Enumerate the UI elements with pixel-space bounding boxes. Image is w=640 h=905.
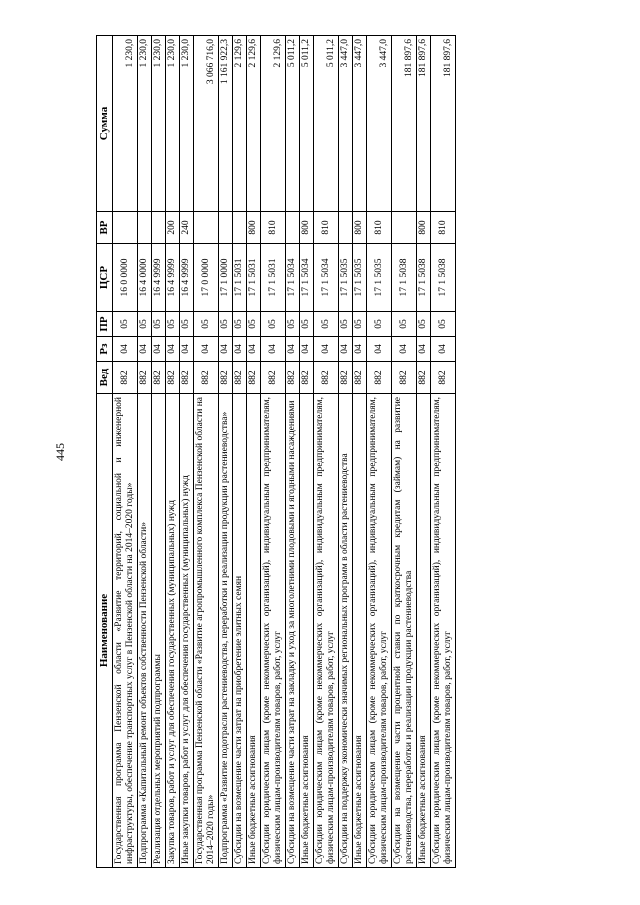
col-header-name: Наименование [97, 394, 113, 868]
table-row [314, 36, 339, 868]
cell-pr: 05 [194, 312, 219, 337]
table-row [113, 36, 138, 868]
cell-name: Подпрограмма «Капитальный ремонт объектов собственности Пензенской области» [138, 394, 152, 868]
cell-sum: 1 230,0 [138, 36, 152, 212]
cell-csr: 17 1 5034 [300, 244, 314, 312]
table-row [261, 36, 286, 868]
cell-name: Субсидии на возмещение части затрат на приобретение элитных семян [233, 394, 247, 868]
table-header-row [97, 36, 113, 868]
cell-sum: 3 066 716,0 [194, 36, 219, 212]
cell-sum: 3 447,0 [339, 36, 353, 212]
cell-rz: 04 [286, 337, 300, 362]
cell-rz: 04 [314, 337, 339, 362]
table-row [219, 36, 233, 868]
cell-rz: 04 [166, 337, 180, 362]
rotated-table-container [96, 36, 548, 868]
col-header-pr: ПР [97, 312, 113, 337]
table-row [286, 36, 300, 868]
cell-pr: 05 [247, 312, 261, 337]
cell-rz: 04 [431, 337, 456, 362]
cell-pr: 05 [166, 312, 180, 337]
cell-sum: 1 161 922,3 [219, 36, 233, 212]
cell-vr [392, 212, 417, 244]
cell-pr: 05 [417, 312, 431, 337]
cell-vr: 200 [166, 212, 180, 244]
cell-ved: 882 [219, 362, 233, 394]
cell-name: Реализация отдельных мероприятий подпрограммы [152, 394, 166, 868]
table-row [300, 36, 314, 868]
cell-sum: 2 129,6 [247, 36, 261, 212]
cell-vr: 800 [353, 212, 367, 244]
cell-ved: 882 [261, 362, 286, 394]
cell-rz: 04 [219, 337, 233, 362]
cell-name: Подпрограмма «Развитие подотрасли растениеводства, переработки и реализации продукции растениеводства» [219, 394, 233, 868]
cell-pr: 05 [152, 312, 166, 337]
cell-rz: 04 [417, 337, 431, 362]
cell-vr [138, 212, 152, 244]
cell-csr: 17 1 5035 [367, 244, 392, 312]
cell-ved: 882 [417, 362, 431, 394]
cell-rz: 04 [180, 337, 194, 362]
cell-name: Иные бюджетные ассигнования [353, 394, 367, 868]
cell-pr: 05 [392, 312, 417, 337]
cell-rz: 04 [300, 337, 314, 362]
cell-vr: 810 [314, 212, 339, 244]
cell-csr: 17 1 5031 [261, 244, 286, 312]
cell-sum: 1 230,0 [152, 36, 166, 212]
cell-sum: 5 011,2 [300, 36, 314, 212]
cell-csr: 17 1 5035 [353, 244, 367, 312]
cell-name: Государственная программа Пензенской области «Развитие агропромышленного комплекса Пензенской области на 2014–2020 годы» [194, 394, 219, 868]
cell-rz: 04 [138, 337, 152, 362]
cell-ved: 882 [367, 362, 392, 394]
cell-csr: 17 1 5031 [233, 244, 247, 312]
cell-sum: 181 897,6 [417, 36, 431, 212]
cell-sum: 181 897,6 [392, 36, 417, 212]
cell-pr: 05 [261, 312, 286, 337]
cell-sum: 5 011,2 [314, 36, 339, 212]
cell-sum: 3 447,0 [367, 36, 392, 212]
cell-sum: 5 011,2 [286, 36, 300, 212]
cell-csr: 17 1 5038 [431, 244, 456, 312]
cell-vr: 810 [367, 212, 392, 244]
table-row [138, 36, 152, 868]
cell-pr: 05 [300, 312, 314, 337]
cell-ved: 882 [431, 362, 456, 394]
cell-csr: 17 1 5038 [392, 244, 417, 312]
cell-ved: 882 [300, 362, 314, 394]
cell-ved: 882 [152, 362, 166, 394]
cell-csr: 17 1 5035 [339, 244, 353, 312]
table-row [166, 36, 180, 868]
table-row [353, 36, 367, 868]
cell-vr [233, 212, 247, 244]
cell-ved: 882 [392, 362, 417, 394]
cell-ved: 882 [166, 362, 180, 394]
table-row [247, 36, 261, 868]
cell-csr: 17 1 5031 [247, 244, 261, 312]
cell-vr: 800 [417, 212, 431, 244]
cell-pr: 05 [431, 312, 456, 337]
cell-vr: 810 [431, 212, 456, 244]
cell-vr: 800 [300, 212, 314, 244]
cell-ved: 882 [138, 362, 152, 394]
cell-vr [339, 212, 353, 244]
cell-pr: 05 [353, 312, 367, 337]
cell-rz: 04 [152, 337, 166, 362]
cell-ved: 882 [233, 362, 247, 394]
cell-rz: 04 [353, 337, 367, 362]
cell-pr: 05 [138, 312, 152, 337]
cell-sum: 1 230,0 [166, 36, 180, 212]
cell-vr [113, 212, 138, 244]
cell-name: Субсидии юридическим лицам (кроме некоммерческих организаций), индивидуальным предпринимателям, физическим лицам-производителям товаров, работ, услуг [261, 394, 286, 868]
cell-name: Субсидии юридическим лицам (кроме некоммерческих организаций), индивидуальным предпринимателям, физическим лицам-производителям товаров, работ, услуг [367, 394, 392, 868]
cell-csr: 17 1 5034 [314, 244, 339, 312]
budget-table [96, 35, 456, 868]
cell-ved: 882 [113, 362, 138, 394]
table-row [339, 36, 353, 868]
cell-sum: 181 897,6 [431, 36, 456, 212]
cell-ved: 882 [314, 362, 339, 394]
cell-csr: 17 1 0000 [219, 244, 233, 312]
cell-csr: 16 4 9999 [180, 244, 194, 312]
table-row [367, 36, 392, 868]
cell-name: Иные бюджетные ассигнования [300, 394, 314, 868]
cell-name: Субсидии на возмещение части затрат на закладку и уход за многолетними плодовыми и ягодными насаждениями [286, 394, 300, 868]
table-row [417, 36, 431, 868]
cell-name: Иные бюджетные ассигнования [247, 394, 261, 868]
table-row [431, 36, 456, 868]
col-header-rz: Рз [97, 337, 113, 362]
cell-pr: 05 [113, 312, 138, 337]
table-region [96, 36, 548, 868]
cell-name: Иные бюджетные ассигнования [417, 394, 431, 868]
cell-sum: 3 447,0 [353, 36, 367, 212]
cell-csr: 16 0 0000 [113, 244, 138, 312]
cell-ved: 882 [194, 362, 219, 394]
cell-pr: 05 [314, 312, 339, 337]
cell-name: Иные закупки товаров, работ и услуг для обеспечения государственных (муниципальных) нужд [180, 394, 194, 868]
cell-name: Закупка товаров, работ и услуг для обеспечения государственных (муниципальных) нужд [166, 394, 180, 868]
cell-rz: 04 [233, 337, 247, 362]
col-header-csr: ЦСР [97, 244, 113, 312]
table-row [392, 36, 417, 868]
cell-ved: 882 [339, 362, 353, 394]
cell-rz: 04 [194, 337, 219, 362]
cell-vr [152, 212, 166, 244]
cell-sum: 2 129,6 [233, 36, 247, 212]
cell-csr: 16 4 9999 [152, 244, 166, 312]
cell-vr: 810 [261, 212, 286, 244]
cell-csr: 17 1 5034 [286, 244, 300, 312]
table-row [152, 36, 166, 868]
table-row [180, 36, 194, 868]
cell-sum: 1 230,0 [113, 36, 138, 212]
cell-rz: 04 [113, 337, 138, 362]
cell-sum: 1 230,0 [180, 36, 194, 212]
cell-pr: 05 [180, 312, 194, 337]
cell-name: Государственная программа Пензенской области «Развитие территорий, социальной и инженерной инфраструктуры, обеспечение транспортных услуг в Пензенской области на 2014–2020 годы» [113, 394, 138, 868]
cell-vr [286, 212, 300, 244]
col-header-vr: ВР [97, 212, 113, 244]
cell-ved: 882 [353, 362, 367, 394]
cell-pr: 05 [286, 312, 300, 337]
table-row [194, 36, 219, 868]
cell-pr: 05 [339, 312, 353, 337]
cell-pr: 05 [233, 312, 247, 337]
cell-name: Субсидии на возмещение части процентной ставки по краткосрочным кредитам (займам) на развитие растениеводства, переработки и реализации продукции растениеводства [392, 394, 417, 868]
cell-rz: 04 [247, 337, 261, 362]
col-header-sum: Сумма [97, 36, 113, 212]
cell-rz: 04 [392, 337, 417, 362]
cell-ved: 882 [180, 362, 194, 394]
cell-sum: 2 129,6 [261, 36, 286, 212]
cell-vr [194, 212, 219, 244]
cell-name: Субсидии на поддержку экономически значимых региональных программ в области растениеводства [339, 394, 353, 868]
cell-csr: 17 1 5038 [417, 244, 431, 312]
cell-name: Субсидии юридическим лицам (кроме некоммерческих организаций), индивидуальным предпринимателям, физическим лицам-производителям товаров, работ, услуг [431, 394, 456, 868]
cell-ved: 882 [247, 362, 261, 394]
cell-rz: 04 [367, 337, 392, 362]
cell-pr: 05 [219, 312, 233, 337]
cell-vr [219, 212, 233, 244]
col-header-ved: Вед [97, 362, 113, 394]
cell-name: Субсидии юридическим лицам (кроме некоммерческих организаций), индивидуальным предпринимателям, физическим лицам-производителям товаров, работ, услуг [314, 394, 339, 868]
cell-csr: 16 4 9999 [166, 244, 180, 312]
table-row [233, 36, 247, 868]
page-number: 445 [53, 443, 67, 461]
cell-csr: 17 0 0000 [194, 244, 219, 312]
cell-ved: 882 [286, 362, 300, 394]
cell-rz: 04 [339, 337, 353, 362]
cell-vr: 800 [247, 212, 261, 244]
cell-vr: 240 [180, 212, 194, 244]
cell-rz: 04 [261, 337, 286, 362]
cell-pr: 05 [367, 312, 392, 337]
cell-csr: 16 4 0000 [138, 244, 152, 312]
